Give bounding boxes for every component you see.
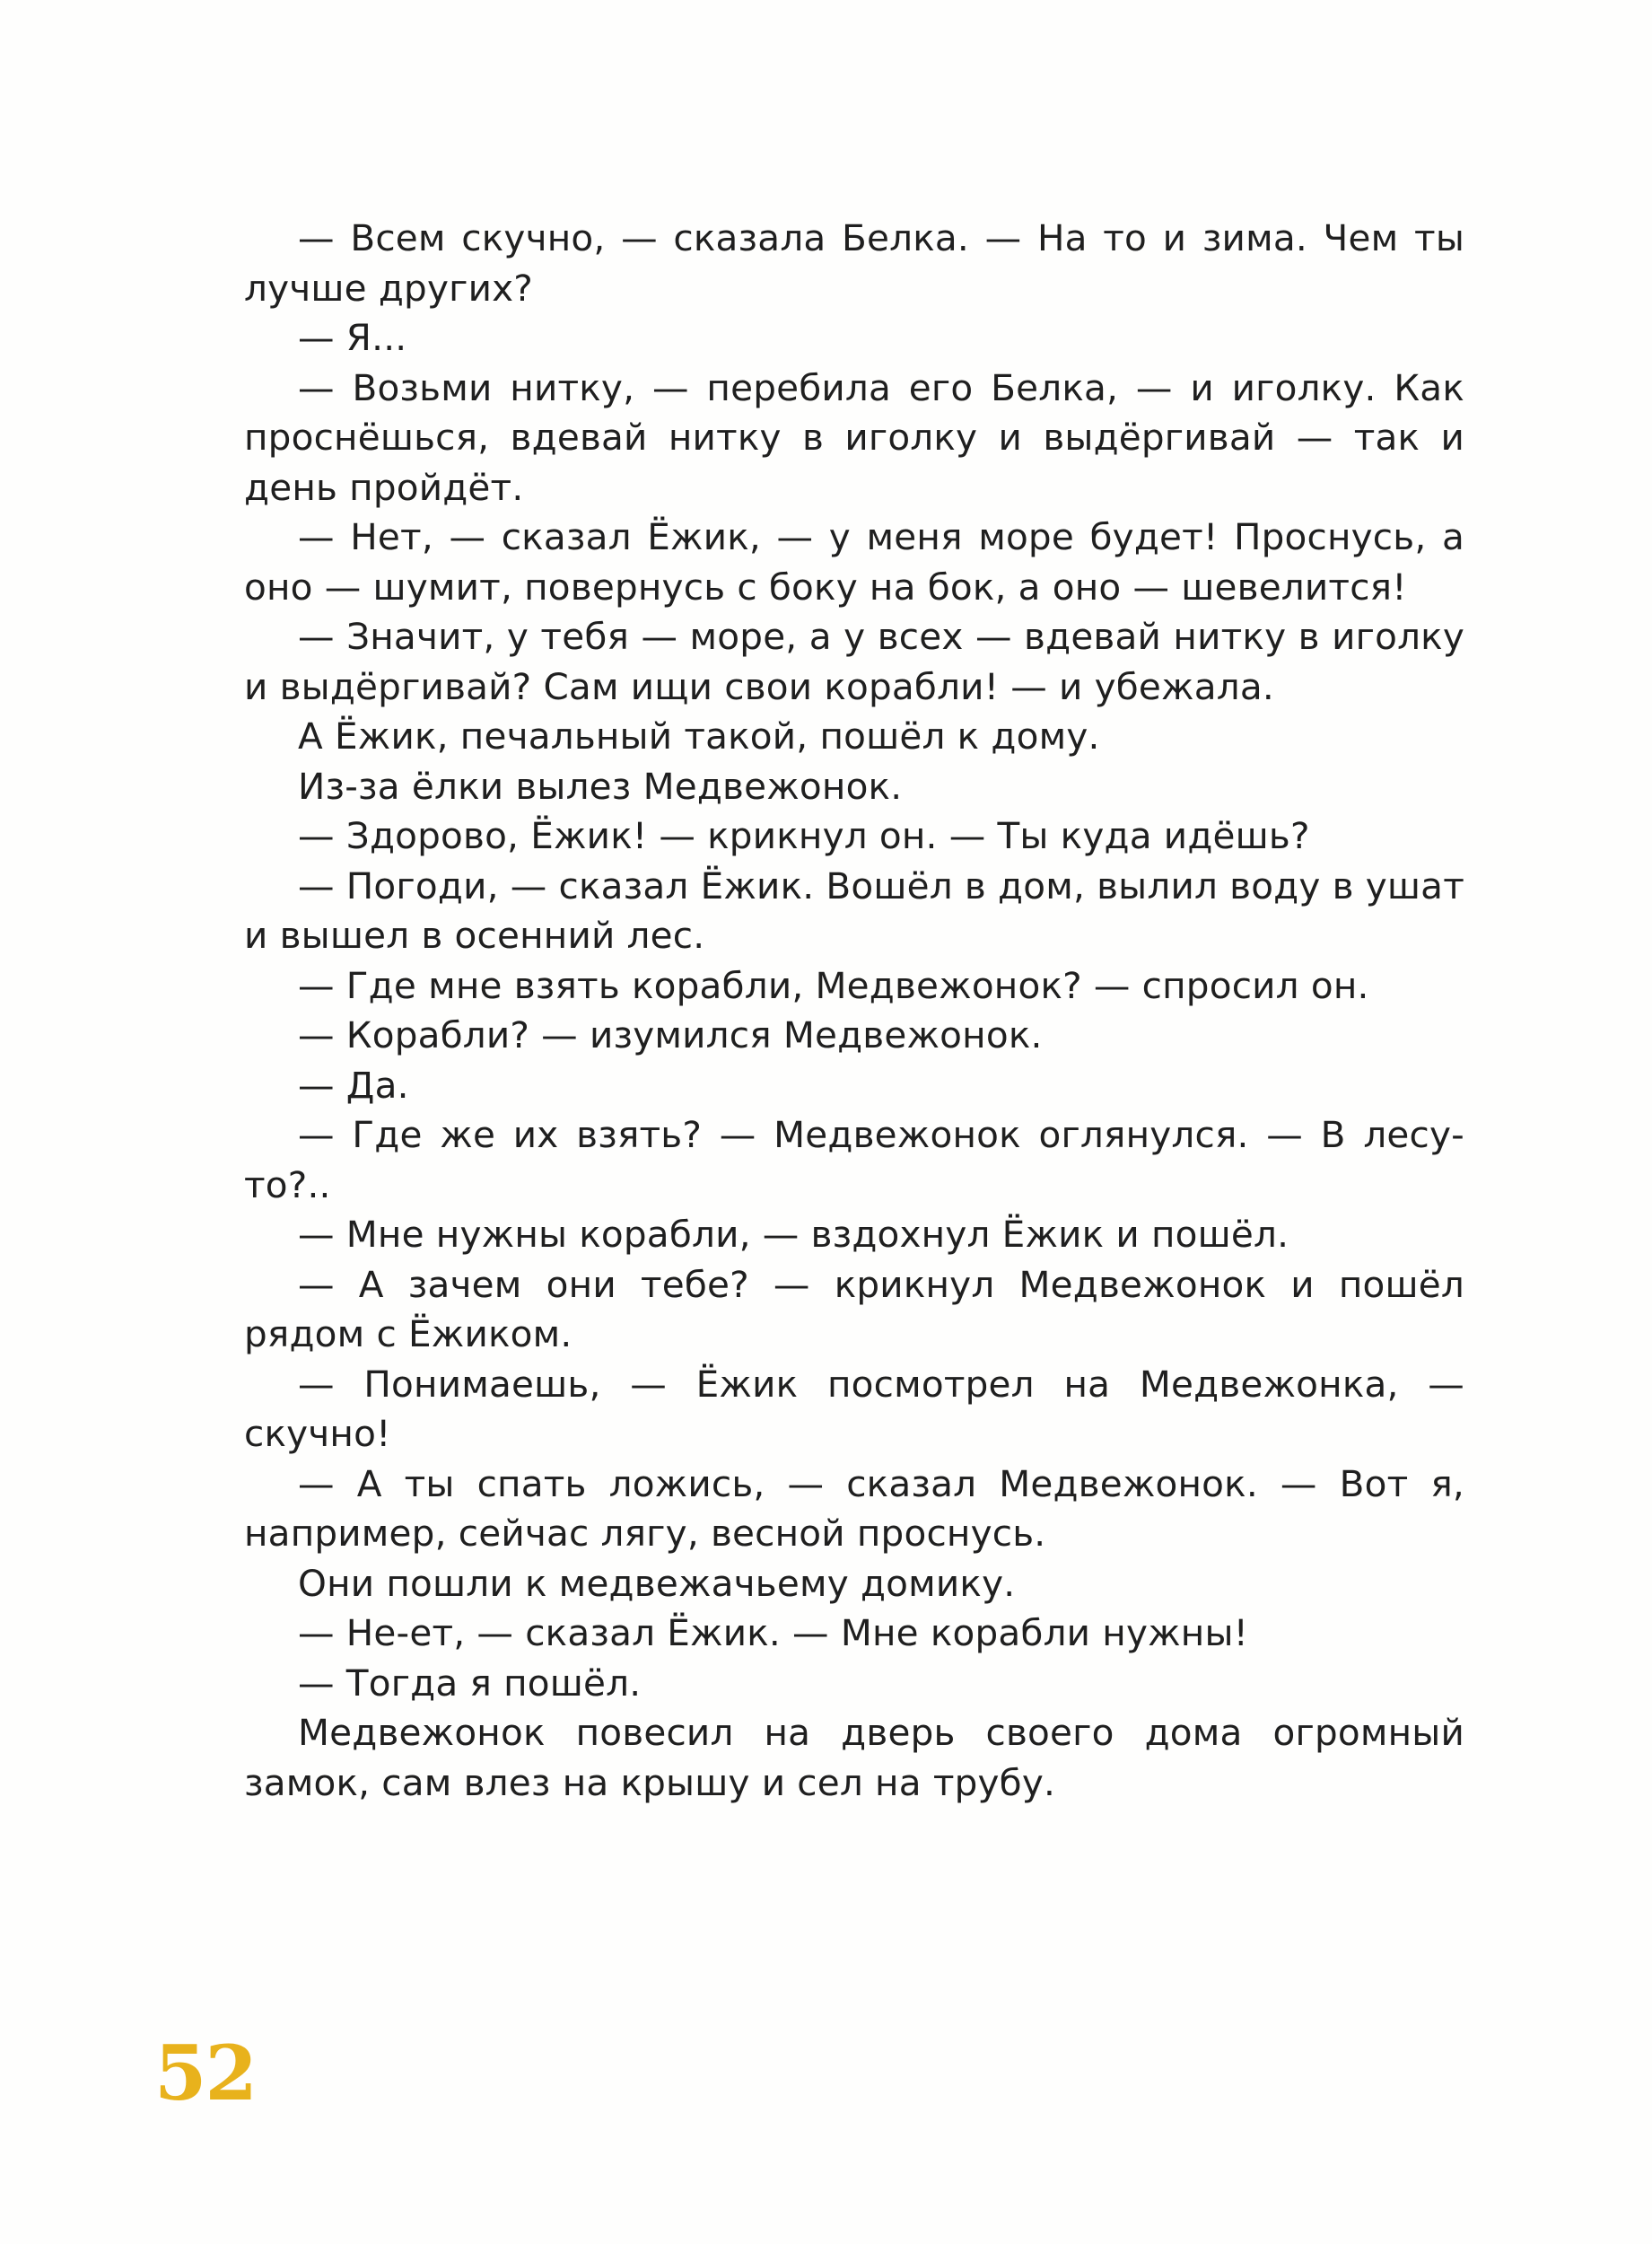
paragraph-19: — Не-ет, — сказал Ёжик. — Мне корабли нужны! bbox=[298, 1611, 1249, 1654]
paragraph-11: — Корабли? — изумился Медвежонок. bbox=[298, 1013, 1043, 1056]
paragraph-3: — Возьми нитку, — перебила его Белка, — и иголку. Как проснёшься, вдевай нитку в иголку и выдёргивай — так и день пройдёт. bbox=[244, 365, 1464, 509]
paragraph-7: Из-за ёлки вылез Медвежонок. bbox=[298, 764, 903, 808]
paragraph-8: — Здорово, Ёжик! — крикнул он. — Ты куда идёшь? bbox=[298, 814, 1310, 857]
story-text bbox=[244, 214, 1464, 1808]
paragraph-10: — Где мне взять корабли, Медвежонок? — спросил он. bbox=[298, 963, 1369, 1007]
paragraph-20: — Тогда я пошёл. bbox=[298, 1661, 642, 1705]
page-number: 52 bbox=[154, 2029, 256, 2117]
paragraph-5: — Значит, у тебя — море, а у всех — вдевай нитку в иголку и выдёргивай? Сам ищи свои корабли! — и убежала. bbox=[244, 615, 1464, 708]
paragraph-13: — Где же их взять? — Медвежонок оглянулся. — В лесу-то?.. bbox=[244, 1113, 1464, 1206]
paragraph-4: — Нет, — сказал Ёжик, — у меня море будет! Проснусь, а оно — шумит, повернусь с боку на бок, а оно — шевелится! bbox=[244, 515, 1464, 609]
paragraph-2: — Я... bbox=[298, 316, 407, 359]
paragraph-12: — Да. bbox=[298, 1063, 409, 1107]
paragraph-17: — А ты спать ложись, — сказал Медвежонок. — Вот я, например, сейчас лягу, весной проснусь. bbox=[244, 1461, 1464, 1555]
paragraph-16: — Понимаешь, — Ёжик посмотрел на Медвежонка, — скучно! bbox=[244, 1362, 1464, 1455]
paragraph-15: — А зачем они тебе? — крикнул Медвежонок и пошёл рядом с Ёжиком. bbox=[244, 1262, 1464, 1355]
paragraph-14: — Мне нужны корабли, — вздохнул Ёжик и пошёл. bbox=[298, 1213, 1289, 1256]
paragraph-18: Они пошли к медвежачьему домику. bbox=[298, 1561, 1016, 1605]
paragraph-9: — Погоди, — сказал Ёжик. Вошёл в дом, вылил воду в ушат и вышел в осенний лес. bbox=[244, 863, 1464, 957]
paragraph-6: А Ёжик, печальный такой, пошёл к дому. bbox=[298, 714, 1100, 758]
paragraph-1: — Всем скучно, — сказала Белка. — На то и зима. Чем ты лучше других? bbox=[244, 216, 1464, 310]
paragraph-21: Медвежонок повесил на дверь своего дома огромный замок, сам влез на крышу и сел на трубу. bbox=[244, 1711, 1464, 1804]
